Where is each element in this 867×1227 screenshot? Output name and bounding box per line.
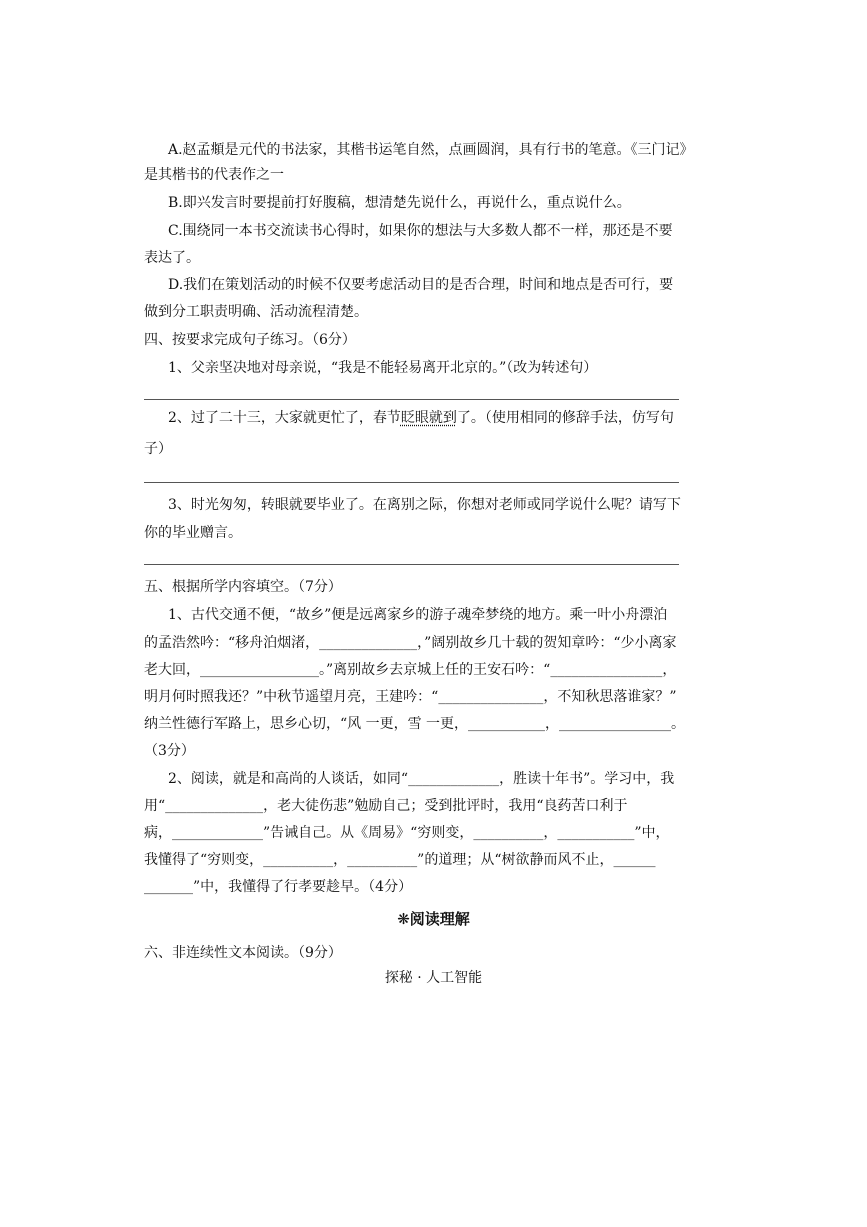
q4-2-text-c: 了。（使用相同的修辞手法，仿写句 (456, 410, 674, 426)
q4-3-answer-line[interactable] (144, 564, 679, 565)
q5-2-line3: 病，_____________”告诫自己。从《周易》“穷则变，__________，___________”中， (144, 825, 670, 841)
q4-2-emphasis: 眨眼就到 (400, 410, 457, 426)
q4-2-prompt-line1 (168, 409, 674, 427)
q4-1-answer-line[interactable] (144, 399, 679, 400)
q4-2-answer-line[interactable] (144, 482, 679, 483)
section-4-heading: 四、按要求完成句子练习。（6分） (144, 332, 356, 348)
section-6-heading: 六、非连续性文本阅读。（9分） (144, 945, 342, 961)
q4-3-prompt-line1: 3、时光匆匆，转眼就要毕业了。在离别之际，你想对老师或同学说什么呢？请写下 (168, 497, 681, 513)
q4-2-text-a: 2、过了二十三，大家就更忙了，春节 (168, 410, 401, 426)
q5-2-line2: 用“______________，老大徒伤悲”勉励自己；受到批评时，我用“良药苦口利于 (144, 798, 628, 814)
q5-2-line4: 我懂得了“穷则变，__________，__________”的道理；从“树欲静而风不止，______ (144, 852, 656, 868)
option-b: B.即兴发言时要提前打好腹稿，想清楚先说什么，再说什么，重点说什么。 (168, 195, 631, 211)
reading-section-heading: ❋阅读理解 (397, 910, 470, 928)
q5-1-line2: 的孟浩然吟：“移舟泊烟渚，______________，”阔别故乡几十载的贺知章吟：“少小离家 (144, 635, 677, 651)
q5-2-line5: _______”中，我懂得了行孝要趁早。（4分） (144, 879, 413, 895)
q5-1-line1: 1、古代交通不便，“故乡”便是远离家乡的游子魂牵梦绕的地方。乘一叶小舟漂泊 (168, 607, 668, 623)
q5-1-line4: 明月何时照我还？”中秋节遥望月亮，王建吟：“_______________，不知秋思落谁家？” (144, 689, 677, 705)
q5-2-line1: 2、阅读，就是和高尚的人谈话，如同“_____________，胜读十年书”。学习中，我 (168, 771, 675, 787)
section-5-heading: 五、根据所学内容填空。（7分） (144, 579, 342, 595)
option-c-line2: 表达了。 (144, 250, 200, 266)
article-title: 探秘 · 人工智能 (384, 970, 483, 986)
option-d-line2: 做到分工职责明确、活动流程清楚。 (144, 304, 368, 320)
q5-1-line3: 老大回，_________________。”离别故乡去京城上任的王安石吟：“________________， (144, 662, 677, 678)
option-d-line1: D.我们在策划活动的时候不仅要考虑活动目的是否合理，时间和地点是否可行，要 (168, 277, 674, 293)
option-a-line1: A.赵孟頫是元代的书法家，其楷书运笔自然，点画圆润，具有行书的笔意。《三门记》 (168, 142, 694, 158)
q5-1-line5: 纳兰性德行军路上，思乡心切，“风 一更，雪 一更，___________，________________。 (144, 716, 686, 732)
q4-2-prompt-line2: 子） (144, 441, 172, 457)
option-c-line1: C.围绕同一本书交流读书心得时，如果你的想法与大多数人都不一样，那还是不要 (168, 223, 673, 239)
option-a-line2: 是其楷书的代表作之一 (144, 167, 284, 183)
q4-3-prompt-line2: 你的毕业赠言。 (144, 525, 242, 541)
q4-1-prompt: 1、父亲坚决地对母亲说，“我是不能轻易离开北京的。”（改为转述句） (168, 360, 598, 376)
q5-1-line6: （3分） (144, 743, 195, 759)
